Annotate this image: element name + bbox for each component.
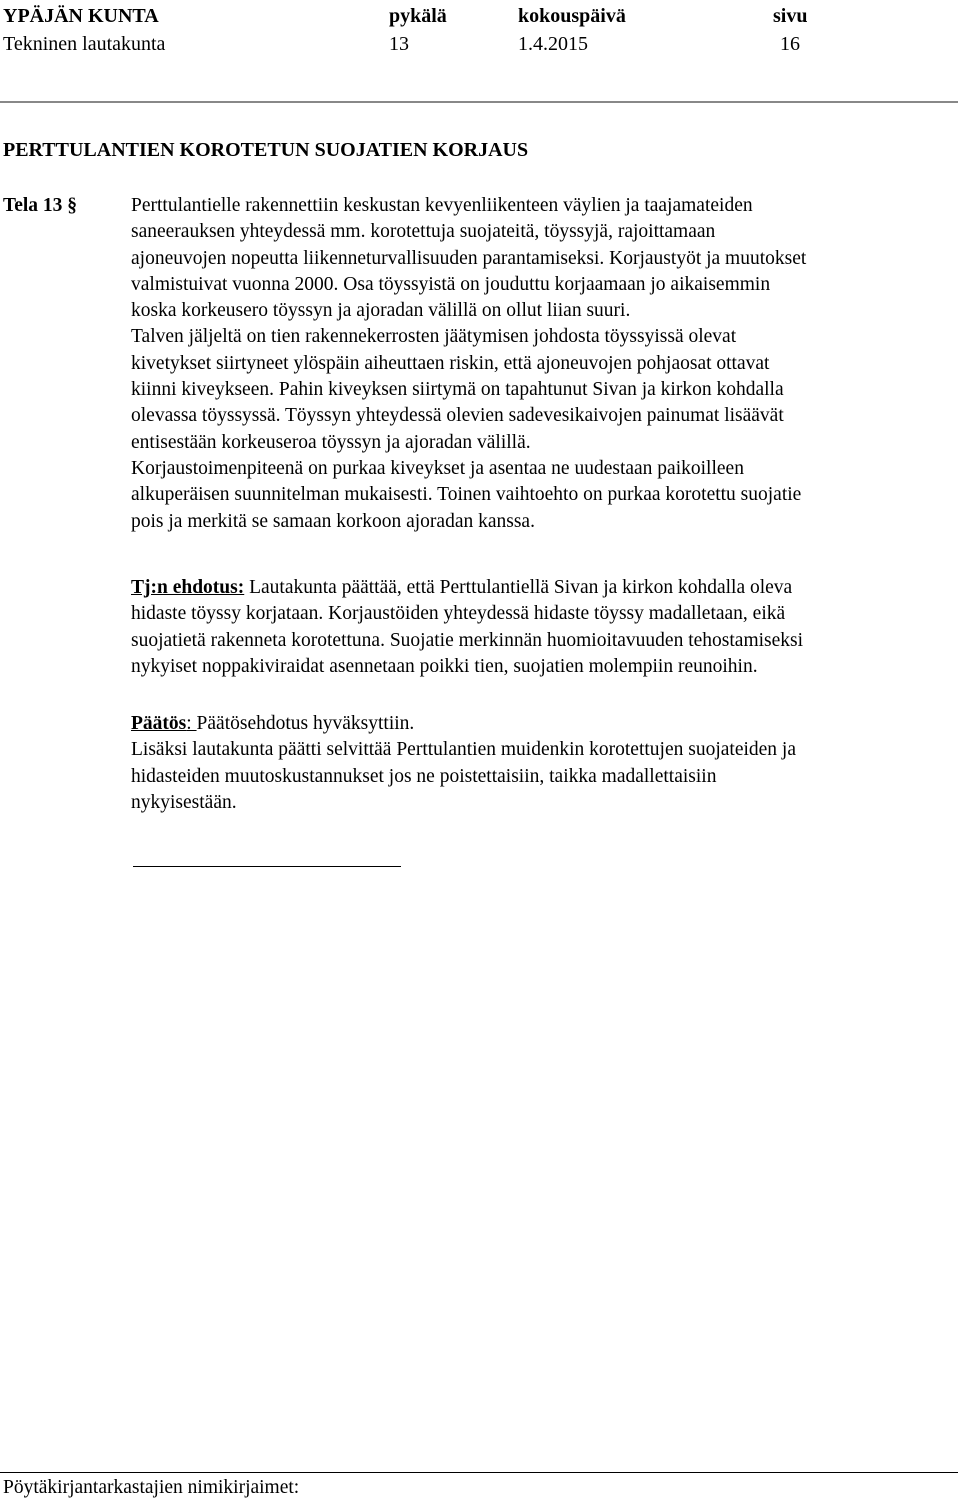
decision-label: Päätös xyxy=(131,713,187,734)
sivu-value: 16 xyxy=(780,33,800,55)
signature-line xyxy=(133,866,401,867)
proposal-line: nykyiset noppakiviraidat asennetaan poikki tien, suojatien molempiin reunoihin. xyxy=(131,655,758,677)
sivu-label: sivu xyxy=(773,5,808,27)
proposal-line: hidaste töyssy korjataan. Korjaustöiden yhteydessä hidaste töyssy madalletaan, eikä xyxy=(131,603,786,625)
body-text xyxy=(131,193,943,535)
decision-colon: : xyxy=(186,713,197,734)
committee-name: Tekninen lautakunta xyxy=(3,33,166,55)
pykala-label: pykälä xyxy=(389,5,447,27)
body-line: valmistuivat vuonna 2000. Osa töyssyistä on jouduttu korjaamaan jo aikaisemmin xyxy=(131,273,771,295)
pykala-value: 13 xyxy=(389,33,409,55)
body-line: saneerauksen yhteydessä mm. korotettuja suojateitä, töyssyjä, rajoittamaan xyxy=(131,221,716,243)
proposal-line: suojatietä rakenneta korotettuna. Suojatie merkinnän huomioitavuuden tehostamiseksi xyxy=(131,629,804,651)
decision-line: Lisäksi lautakunta päätti selvittää Perttulantien muidenkin korotettujen suojateiden ja xyxy=(131,739,796,761)
body-line: Talven jäljeltä on tien rakennekerrosten jäätymisen johdosta töyssyissä olevat xyxy=(131,326,737,348)
footer-rule xyxy=(0,1472,958,1473)
kokouspaiva-value: 1.4.2015 xyxy=(518,33,588,55)
footer-label: Pöytäkirjantarkastajien nimikirjaimet: xyxy=(3,1477,300,1498)
proposal-block xyxy=(131,575,943,680)
body-line: pois ja merkitä se samaan korkoon ajoradan kanssa. xyxy=(131,510,535,532)
body-line: Perttulantielle rakennettiin keskustan kevyenliikenteen väylien ja taajamateiden xyxy=(131,195,753,216)
decision-block xyxy=(131,711,943,816)
decision-line: nykyisestään. xyxy=(131,791,237,813)
decision-text: Päätösehdotus hyväksyttiin. xyxy=(196,713,415,734)
kokouspaiva-label: kokouspäivä xyxy=(518,5,626,27)
header-rule xyxy=(0,101,958,103)
body-line: koska korkeusero töyssyn ja ajoradan välillä on ollut liian suuri. xyxy=(131,300,631,322)
section-title: PERTTULANTIEN KOROTETUN SUOJATIEN KORJAUS xyxy=(3,139,529,161)
body-line: olevassa töyssyssä. Töyssyn yhteydessä olevien sadevesikaivojen painumat lisäävät xyxy=(131,405,784,427)
body-line: kiinni kiveykseen. Pahin kiveyksen siirtymä on tapahtunut Sivan ja kirkon kohdalla xyxy=(131,379,784,401)
body-line: alkuperäisen suunnitelman mukaisesti. Toinen vaihtoehto on purkaa korotettu suojatie xyxy=(131,484,802,506)
proposal-label: Tj:n ehdotus: xyxy=(131,577,245,598)
body-line: ajoneuvojen nopeutta liikenneturvallisuuden parantamiseksi. Korjaustyöt ja muutokset xyxy=(131,247,807,269)
decision-line: hidasteiden muutoskustannukset jos ne poistettaisiin, taikka madallettaisiin xyxy=(131,765,717,787)
body-line: Korjaustoimenpiteenä on purkaa kiveykset ja asentaa ne uudestaan paikoilleen xyxy=(131,457,744,479)
body-line: kivetykset siirtyneet ylöspäin aiheuttaen riskin, että ajoneuvojen pohjaosat ottavat xyxy=(131,352,770,374)
body-line: entisestään korkeuseroa töyssyn ja ajoradan välillä. xyxy=(131,431,531,453)
section-ref: Tela 13 § xyxy=(3,195,78,216)
proposal-first-line: Lautakunta päättää, että Perttulantiellä Sivan ja kirkon kohdalla oleva xyxy=(244,577,793,598)
org-name: YPÄJÄN KUNTA xyxy=(3,5,159,27)
